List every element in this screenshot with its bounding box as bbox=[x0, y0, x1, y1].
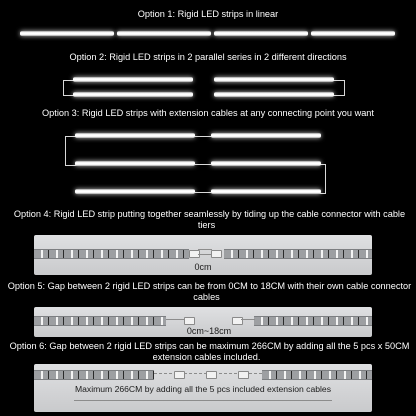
led-strip bbox=[311, 31, 395, 36]
led-strip bbox=[75, 161, 195, 166]
gap-label: 0cm~18cm bbox=[186, 326, 232, 336]
led-strip bbox=[117, 31, 211, 36]
led-strip bbox=[75, 189, 195, 194]
option-6-photo bbox=[34, 364, 372, 412]
led-strip bbox=[214, 92, 334, 97]
led-strip bbox=[224, 249, 372, 259]
option-3-caption: Option 3: Rigid LED strips with extension cables at any connecting point you want bbox=[0, 108, 416, 119]
option-6-caption: Option 6: Gap between 2 rigid LED strips can be maximum 266CM by adding all the 5 pcs x 50CM extension cables included. bbox=[0, 341, 416, 363]
option-4-caption: Option 4: Rigid LED strip putting together seamlessly by tiding up the cable connector with cable tiers bbox=[0, 209, 416, 231]
cable-tie bbox=[198, 249, 212, 255]
led-strip bbox=[211, 161, 321, 166]
extension-cable bbox=[195, 136, 211, 137]
cable-connector bbox=[184, 317, 195, 325]
maximum-gap-label: Maximum 266CM by adding all the 5 pcs included extension cables bbox=[74, 384, 332, 394]
led-strip bbox=[34, 370, 154, 380]
led-strip bbox=[73, 77, 193, 82]
led-strip bbox=[211, 133, 321, 138]
led-strip bbox=[214, 77, 334, 82]
option-5-caption: Option 5: Gap between 2 rigid LED strips can be from 0CM to 18CM with their own cable connector cables bbox=[0, 281, 416, 303]
led-strip bbox=[254, 316, 372, 326]
led-strip bbox=[73, 92, 193, 97]
option-4-photo bbox=[34, 235, 372, 275]
option-1-caption: Option 1: Rigid LED strips in linear bbox=[0, 9, 416, 20]
option-2-caption: Option 2: Rigid LED strips in 2 parallel series in 2 different directions bbox=[0, 52, 416, 63]
led-strip bbox=[214, 31, 308, 36]
extension-cable bbox=[195, 164, 211, 165]
led-strip bbox=[262, 370, 372, 380]
led-strip bbox=[20, 31, 114, 36]
cable-connector bbox=[211, 250, 222, 258]
gap-label: 0cm bbox=[194, 262, 212, 272]
connector-cable bbox=[241, 319, 255, 320]
cable-connector bbox=[206, 371, 217, 379]
led-strip bbox=[34, 316, 166, 326]
led-strip bbox=[211, 189, 321, 194]
led-strip bbox=[75, 133, 195, 138]
extension-cable bbox=[74, 400, 332, 401]
extension-cable bbox=[195, 192, 211, 193]
led-strip bbox=[34, 249, 189, 259]
cable-connector bbox=[238, 371, 249, 379]
connector-cable bbox=[166, 319, 186, 320]
cable-connector bbox=[174, 371, 185, 379]
option-5-photo bbox=[34, 307, 372, 337]
